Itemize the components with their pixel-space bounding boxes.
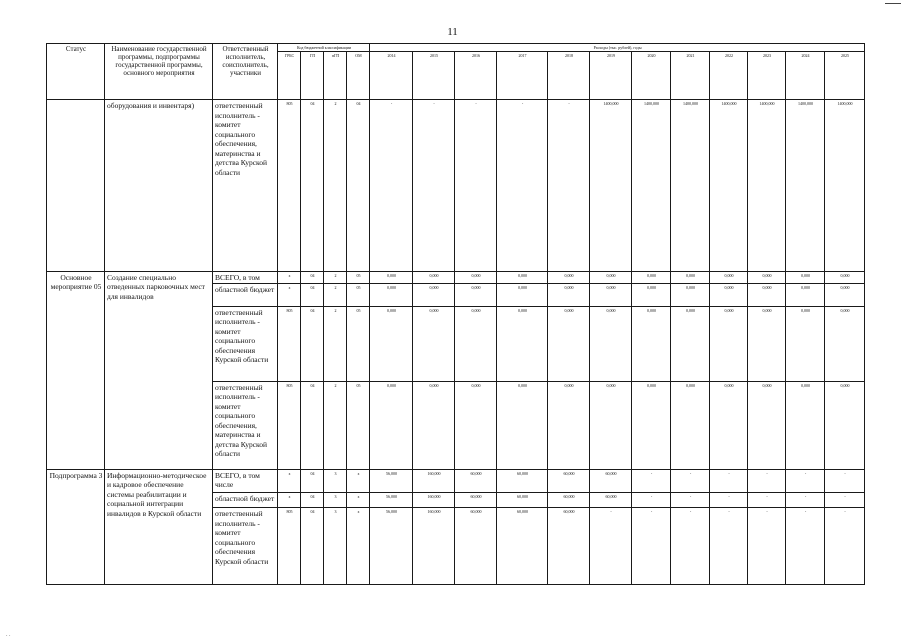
expense-cell: 60,000 (548, 492, 590, 507)
expense-cell: - (671, 508, 710, 585)
header-code-col: ГРБС (278, 52, 301, 100)
code-cell: 04 (301, 271, 324, 283)
expense-cell: 0,000 (632, 306, 671, 381)
expense-cell: 0,000 (671, 381, 710, 469)
expense-cell: 0,000 (413, 306, 455, 381)
header-year: 2023 (748, 52, 786, 100)
code-cell: 05 (347, 381, 370, 469)
header-name: Наименование государственной программы, подпрограммы государственной программы, основного мероприятия (105, 44, 213, 100)
expense-cell: 0,000 (786, 381, 825, 469)
expense-cell: 60,000 (497, 469, 548, 492)
expense-cell: - (748, 492, 786, 507)
expense-cell: 0,000 (786, 271, 825, 283)
code-cell: x (347, 492, 370, 507)
expense-cell: - (548, 100, 590, 272)
expense-cell: 0,000 (710, 283, 748, 306)
expense-cell: 0,000 (413, 381, 455, 469)
expense-cell: 0,000 (370, 271, 413, 283)
expense-cell: - (413, 100, 455, 272)
expense-cell: - (825, 508, 865, 585)
code-cell: 3 (324, 492, 347, 507)
expense-cell: 1400,000 (590, 100, 632, 272)
header-year: 2020 (632, 52, 671, 100)
expense-cell: 0,000 (671, 306, 710, 381)
expense-cell: 60,000 (455, 508, 497, 585)
expense-cell: - (632, 492, 671, 507)
expense-cell: 0,000 (370, 381, 413, 469)
code-cell: 2 (324, 381, 347, 469)
expense-cell: 1400,000 (710, 100, 748, 272)
expense-cell: - (370, 100, 413, 272)
corner-mark (885, 3, 901, 4)
code-cell: 04 (301, 100, 324, 272)
header-year: 2021 (671, 52, 710, 100)
responsible-cell: ответственный исполнитель - комитет социального обеспечения, материнства и детства Курской области (213, 381, 278, 469)
expense-cell: 0,000 (497, 283, 548, 306)
expense-cell: - (786, 508, 825, 585)
expense-cell: 0,000 (455, 271, 497, 283)
expense-cell: 0,000 (671, 271, 710, 283)
code-cell: 2 (324, 100, 347, 272)
code-cell: 05 (347, 271, 370, 283)
expense-cell: 160,000 (413, 508, 455, 585)
header-expenses: Расходы (тыс. рублей), годы (370, 44, 865, 52)
expense-cell: 1400,000 (671, 100, 710, 272)
expense-cell: 0,000 (413, 283, 455, 306)
responsible-cell: ответственный исполнитель - комитет социального обеспечения Курской области (213, 306, 278, 381)
expense-cell: 56,000 (370, 469, 413, 492)
program-name-cell: Создание специально отведенных парковочных мест для инвалидов (105, 271, 213, 469)
code-cell: x (278, 271, 301, 283)
header-budget-code: Код бюджетной классификации (278, 44, 370, 52)
expense-cell: 0,000 (825, 306, 865, 381)
expense-cell: 0,000 (710, 381, 748, 469)
expense-cell: 0,000 (710, 271, 748, 283)
expense-cell: 60,000 (455, 469, 497, 492)
expense-cell: 0,000 (590, 381, 632, 469)
expense-cell: 60,000 (497, 492, 548, 507)
expense-cell: - (786, 492, 825, 507)
program-name-cell: Информационно-методическое и кадровое обеспечение системы реабилитации и социальной интеграции инвалидов в Курской области (105, 469, 213, 584)
code-cell: x (347, 508, 370, 585)
expense-cell: 0,000 (497, 381, 548, 469)
expense-cell: - (590, 508, 632, 585)
expense-cell: 60,000 (497, 508, 548, 585)
table-row (47, 271, 865, 283)
status-cell: Основное мероприятие 05 (47, 271, 105, 469)
expense-cell: - (632, 508, 671, 585)
header-year: 2014 (370, 52, 413, 100)
code-cell: x (278, 492, 301, 507)
code-cell: 04 (301, 381, 324, 469)
expense-cell: 0,000 (825, 283, 865, 306)
status-cell: Подпрограмма 3 (47, 469, 105, 584)
expense-cell: 0,000 (497, 271, 548, 283)
expense-cell: - (825, 469, 865, 492)
page-number: 11 (447, 26, 458, 38)
foot-mark: . . (6, 632, 11, 638)
expense-cell: 0,000 (825, 271, 865, 283)
expense-cell: 0,000 (370, 306, 413, 381)
code-cell: 3 (324, 469, 347, 492)
expense-cell: 0,000 (455, 306, 497, 381)
expense-cell: 1400,000 (748, 100, 786, 272)
code-cell: 2 (324, 283, 347, 306)
expense-cell: 0,000 (632, 381, 671, 469)
expenses-table (46, 43, 865, 585)
expense-cell: 60,000 (590, 492, 632, 507)
code-cell: 2 (324, 306, 347, 381)
code-cell: 805 (278, 508, 301, 585)
expense-cell: 0,000 (710, 306, 748, 381)
table-row (47, 469, 865, 492)
expense-cell: 0,000 (671, 283, 710, 306)
header-responsible: Ответственный исполнитель, соисполнитель, участники (213, 44, 278, 100)
code-cell: 805 (278, 381, 301, 469)
expense-cell: - (710, 508, 748, 585)
expense-cell: 0,000 (748, 381, 786, 469)
expense-cell: 0,000 (497, 306, 548, 381)
code-cell: 3 (324, 508, 347, 585)
expense-cell: 0,000 (786, 283, 825, 306)
expense-cell: 0,000 (748, 283, 786, 306)
responsible-cell: ВСЕГО, в том (213, 271, 278, 283)
expense-cell: 60,000 (455, 492, 497, 507)
header-code-col: ОМ (347, 52, 370, 100)
code-cell: x (278, 283, 301, 306)
code-cell: x (278, 469, 301, 492)
expense-cell: 1400,000 (632, 100, 671, 272)
code-cell: 04 (347, 100, 370, 272)
header-year: 2025 (825, 52, 865, 100)
responsible-cell: областной бюджет (213, 492, 278, 507)
expense-cell: 0,000 (548, 283, 590, 306)
expense-cell: 0,000 (590, 271, 632, 283)
expense-cell: - (455, 100, 497, 272)
code-cell: 04 (301, 492, 324, 507)
header-year: 2022 (710, 52, 748, 100)
expense-cell: 56,000 (370, 492, 413, 507)
expense-cell: 0,000 (548, 271, 590, 283)
expense-cell: - (748, 469, 786, 492)
expense-cell: 0,000 (825, 381, 865, 469)
expense-cell: 160,000 (413, 492, 455, 507)
code-cell: 04 (301, 283, 324, 306)
header-year: 2018 (548, 52, 590, 100)
header-year: 2015 (413, 52, 455, 100)
code-cell: x (347, 469, 370, 492)
expense-cell: - (710, 469, 748, 492)
expense-cell: 1400,000 (786, 100, 825, 272)
header-status: Статус (47, 44, 105, 100)
expense-cell: 0,000 (455, 283, 497, 306)
expense-cell: 60,000 (548, 469, 590, 492)
expense-cell: 60,000 (590, 469, 632, 492)
expense-cell: - (825, 492, 865, 507)
expense-cell: 0,000 (748, 271, 786, 283)
code-cell: 805 (278, 100, 301, 272)
expense-cell: 0,000 (590, 306, 632, 381)
table-body (47, 100, 865, 585)
code-cell: 805 (278, 306, 301, 381)
expense-cell: 0,000 (590, 283, 632, 306)
expense-cell: 1400,000 (825, 100, 865, 272)
expense-cell: 160,000 (413, 469, 455, 492)
expense-cell: 0,000 (548, 306, 590, 381)
header-year: 2019 (590, 52, 632, 100)
expense-cell: - (786, 469, 825, 492)
code-cell: 2 (324, 271, 347, 283)
header-year: 2024 (786, 52, 825, 100)
header-code-col: пГП (324, 52, 347, 100)
header-year: 2016 (455, 52, 497, 100)
expense-cell: 60,000 (548, 508, 590, 585)
responsible-cell: ответственный исполнитель - комитет социального обеспечения Курской области (213, 508, 278, 585)
expense-cell: 0,000 (455, 381, 497, 469)
responsible-cell: ВСЕГО, в том числе (213, 469, 278, 492)
expense-cell: - (748, 508, 786, 585)
table-row (47, 100, 865, 272)
expense-cell: - (632, 469, 671, 492)
expense-cell: 0,000 (413, 271, 455, 283)
code-cell: 05 (347, 283, 370, 306)
expense-cell: 0,000 (748, 306, 786, 381)
program-name-cell: оборудования и инвентаря) (105, 100, 213, 272)
expense-cell: - (497, 100, 548, 272)
expense-cell: 0,000 (632, 271, 671, 283)
expense-cell: - (671, 469, 710, 492)
expense-cell: 0,000 (786, 306, 825, 381)
responsible-cell: ответственный исполнитель - комитет социального обеспечения, материнства и детства Курской области (213, 100, 278, 272)
expense-cell: - (671, 492, 710, 507)
header-year: 2017 (497, 52, 548, 100)
expense-cell: 56,000 (370, 508, 413, 585)
code-cell: 04 (301, 306, 324, 381)
status-cell (47, 100, 105, 272)
code-cell: 04 (301, 469, 324, 492)
code-cell: 05 (347, 306, 370, 381)
header-code-col: ГП (301, 52, 324, 100)
responsible-cell: областной бюджет (213, 283, 278, 306)
expense-cell: 0,000 (370, 283, 413, 306)
code-cell: 04 (301, 508, 324, 585)
expense-cell: 0,000 (548, 381, 590, 469)
expense-cell: - (710, 492, 748, 507)
expense-cell: 0,000 (632, 283, 671, 306)
